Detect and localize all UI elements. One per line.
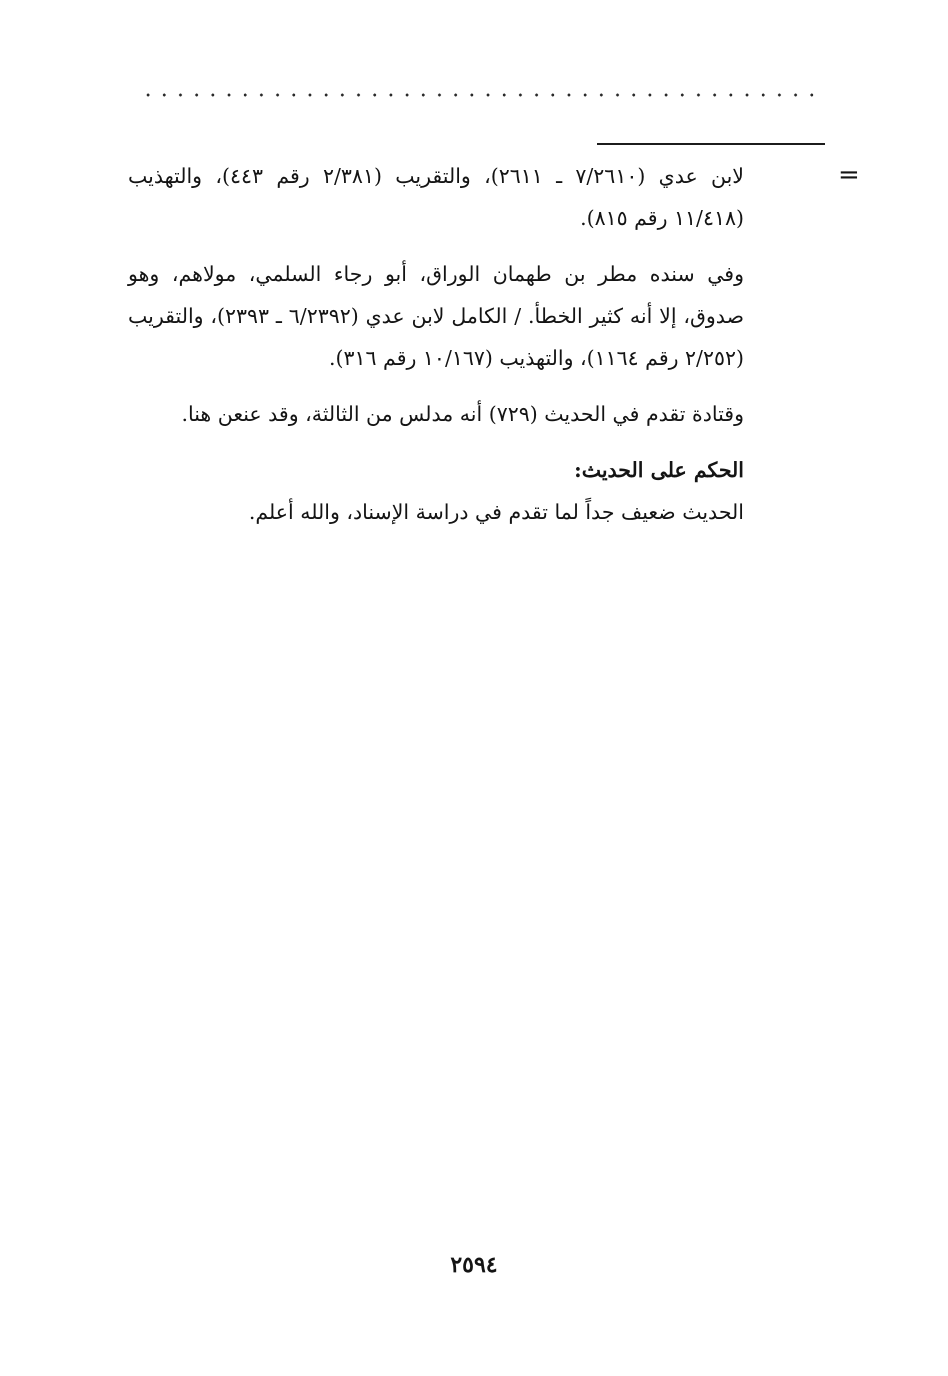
dotted-separator	[140, 88, 820, 102]
page-number: ٢٥٩٤	[450, 1252, 498, 1278]
footnote-paragraph-2: وفي سنده مطر بن طهمان الوراق، أبو رجاء السلمي، مولاهم، وهو صدوق، إلا أنه كثير الخطأ. / الكامل لابن عدي (٦/٢٣٩٢ ـ ٢٣٩٣)، والتقريب (٢/٢٥٢ رقم ١١٦٤)، والتهذيب (١٠/١٦٧ رقم ٣١٦).	[128, 262, 744, 370]
footnote-paragraph-1: لابن عدي (٧/٢٦١٠ ـ ٢٦١١)، والتقريب (٢/٣٨١ رقم ٤٤٣)، والتهذيب (١١/٤١٨ رقم ٨١٥).	[128, 164, 744, 230]
continuation-mark: =	[838, 160, 860, 190]
footnote-rule	[597, 143, 825, 145]
footnote-paragraph-3: وقتادة تقدم في الحديث (٧٢٩) أنه مدلس من الثالثة، وقد عنعن هنا.	[181, 402, 744, 426]
ruling-text: الحديث ضعيف جداً لما تقدم في دراسة الإسناد، والله أعلم.	[248, 500, 744, 524]
ruling-heading: الحكم على الحديث:	[574, 458, 744, 482]
footnote-body	[128, 155, 744, 533]
